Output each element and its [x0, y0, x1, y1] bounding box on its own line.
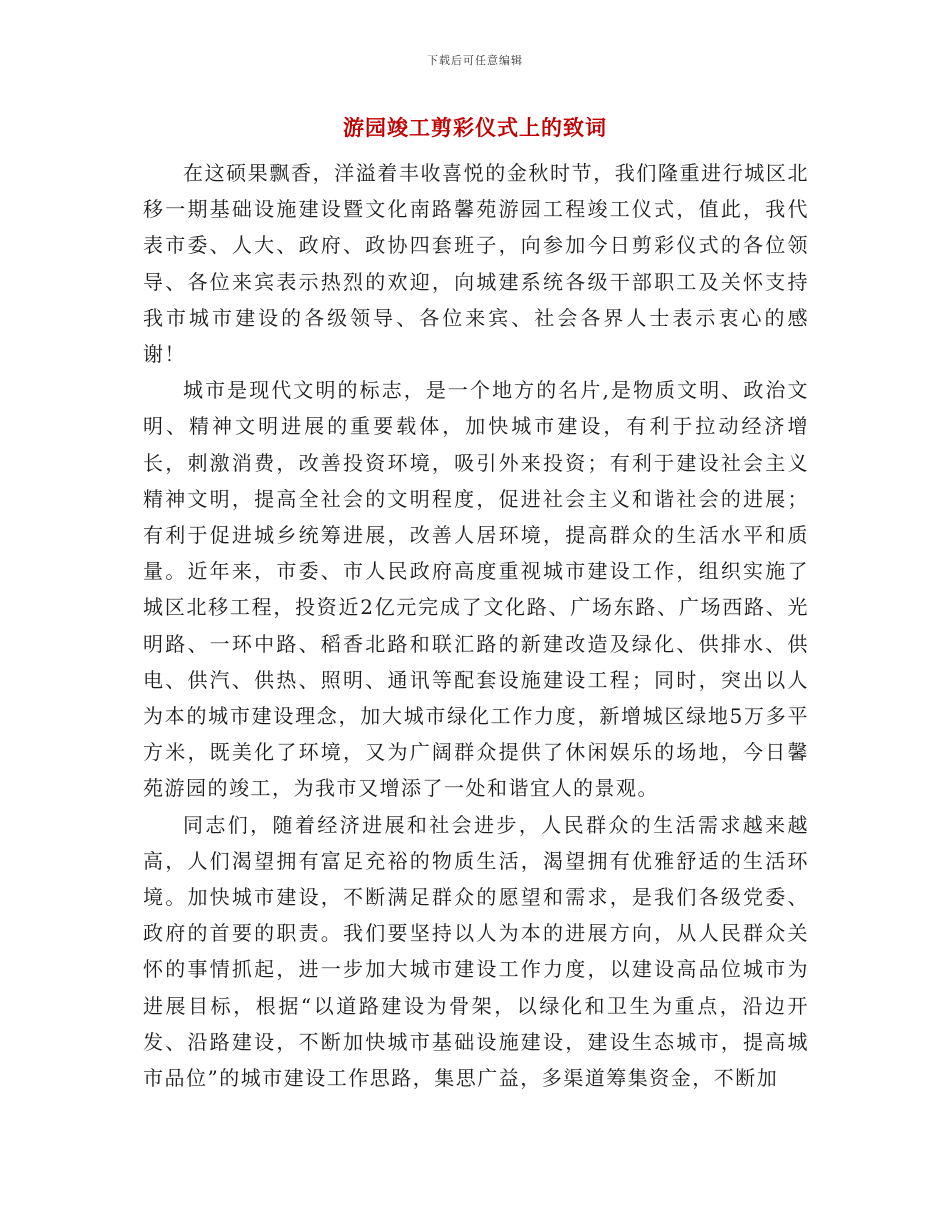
paragraph: 城市是现代文明的标志，是一个地方的名片,是物质文明、政治文明、精神文明进展的重要载体，加快城市建设，有利于拉动经济增长，刺激消费，改善投资环境，吸引外来投资；有利于建设社会主义精神文明，提高全社会的文明程度，促进社会主义和谐社会的进展；有利于促进城乡统筹进展，改善人居环境，提高群众的生活水平和质量。近年来，市委、市人民政府高度重视城市建设工作，组织实施了城区北移工程，投资近2亿元完成了文化路、广场东路、广场西路、光明路、一环中路、稻香北路和联汇路的新建改造及绿化、供排水、供电、供汽、供热、照明、通讯等配套设施建设工程；同时，突出以人为本的城市建设理念，加大城市绿化工作力度，新增城区绿地5万多平方米，既美化了环境，又为广阔群众提供了休闲娱乐的场地，今日馨苑游园的竣工，为我市又增添了一处和谐宜人的景观。: [143, 378, 809, 801]
paragraph: 在这硕果飘香，洋溢着丰收喜悦的金秋时节，我们隆重进行城区北移一期基础设施建设暨文化南路馨苑游园工程竣工仪式，值此，我代表市委、人大、政府、政协四套班子，向参加今日剪彩仪式的各位领导、各位来宾表示热烈的欢迎，向城建系统各级干部职工及关怀支持我市城市建设的各级领导、各位来宾、社会各界人士表示衷心的感谢！: [143, 161, 809, 367]
document-body: [143, 155, 809, 1096]
paragraph: 同志们，随着经济进展和社会进步，人民群众的生活需求越来越高，人们渴望拥有富足充裕的物质生活，渴望拥有优雅舒适的生活环境。加快城市建设，不断满足群众的愿望和需求，是我们各级党委、政府的首要的职责。我们要坚持以人为本的进展方向，从人民群众关怀的事情抓起，进一步加大城市建设工作力度，以建设高品位城市为进展目标，根据“以道路建设为骨架，以绿化和卫生为重点，沿边开发、沿路建设，不断加快城市基础设施建设，建设生态城市，提高城市品位”的城市建设工作思路，集思广益，多渠道筹集资金，不断加: [143, 812, 809, 1091]
header-note: 下载后可任意编辑: [427, 54, 523, 67]
document-title: 游园竣工剪彩仪式上的致词: [343, 115, 607, 140]
